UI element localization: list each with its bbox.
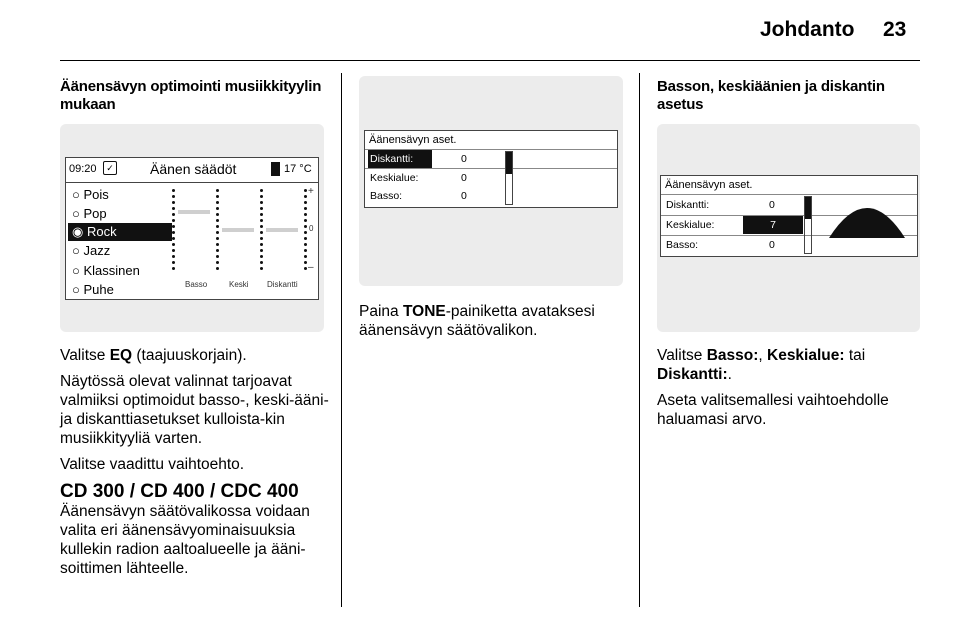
section-heading: Äänensävyn optimointi musiikkityylin mukaan xyxy=(60,78,322,113)
eq-option-pois[interactable]: ○ Pois xyxy=(72,187,109,202)
tone-row-diskantti[interactable]: Diskantti: xyxy=(368,150,432,168)
screen-title: Äänensävyn aset. xyxy=(369,134,457,146)
screen-title: Äänensävyn aset. xyxy=(665,179,753,191)
section-heading: Basson, keskiäänien ja diskantin asetus xyxy=(657,78,885,113)
tone-screen xyxy=(364,130,618,208)
scroll-thumb[interactable] xyxy=(805,197,811,219)
column-1 xyxy=(60,78,332,114)
tone-value-keskialue[interactable]: 7 xyxy=(743,216,803,234)
page-number: 23 xyxy=(883,18,907,41)
tone-curve-graphic xyxy=(817,198,917,238)
tone-row-basso[interactable]: Basso: xyxy=(370,190,403,202)
scroll-bar[interactable] xyxy=(804,196,812,254)
eq-option-pop[interactable]: ○ Pop xyxy=(72,206,107,221)
scroll-thumb[interactable] xyxy=(506,152,512,174)
tone-row-keskialue[interactable]: Keskialue: xyxy=(666,219,715,231)
checkmark-icon: ✓ xyxy=(103,161,117,175)
row-divider xyxy=(661,194,917,195)
eq-level-diskantti xyxy=(266,228,298,232)
scale-plus-label: + xyxy=(308,186,314,197)
eq-screen xyxy=(65,157,319,300)
section-subheading: CD 300 / CD 400 / CDC 400 xyxy=(60,481,299,502)
slider-label-diskantti: Diskantti xyxy=(267,280,298,289)
paragraph: Näytössä olevat valinnat tarjoavat valmiiksi optimoidut basso-, keski-ääni- ja diskanttiasetukset kulloista-kin musiikkityyliä varten. xyxy=(60,373,329,447)
eq-scale-column xyxy=(216,189,219,273)
paragraph: Aseta valitsemallesi vaihtoehdolle haluamasi arvo. xyxy=(657,392,889,428)
eq-option-jazz[interactable]: ○ Jazz xyxy=(72,243,111,258)
tone-value-keskialue: 0 xyxy=(461,172,467,184)
column-3-body xyxy=(657,346,919,436)
tone-row-keskialue[interactable]: Keskialue: xyxy=(370,172,419,184)
screen-title: Äänen säädöt xyxy=(150,161,237,177)
tone-screen xyxy=(660,175,918,257)
column-3 xyxy=(657,78,919,114)
slider-label-basso: Basso xyxy=(185,280,208,289)
scale-minus-label: – xyxy=(308,262,314,273)
eq-option-rock[interactable]: ◉ Rock xyxy=(68,223,172,241)
tone-value-diskantti: 0 xyxy=(461,153,467,165)
row-divider xyxy=(365,168,617,169)
screenshot-frame xyxy=(359,76,623,286)
eq-screen-topbar xyxy=(66,158,318,183)
temperature: 17 °C xyxy=(284,163,312,175)
eq-level-keski xyxy=(222,228,254,232)
eq-option-klassinen[interactable]: ○ Klassinen xyxy=(72,263,140,278)
column-divider xyxy=(341,73,342,607)
paragraph: Valitse vaadittu vaihtoehto. xyxy=(60,456,245,473)
thermometer-icon xyxy=(271,162,280,176)
column-divider xyxy=(639,73,640,607)
tone-row-basso[interactable]: Basso: xyxy=(666,239,699,251)
paragraph: Paina TONE-painiketta avataksesi äänensävyn säätövalikon. xyxy=(359,303,595,339)
screenshot-frame xyxy=(60,124,324,332)
running-header-title: Johdanto xyxy=(760,18,855,41)
eq-scale-column xyxy=(260,189,263,273)
tone-row-diskantti[interactable]: Diskantti: xyxy=(666,199,710,211)
paragraph: Äänensävyn säätövalikossa voidaan valita eri äänensävyominaisuuksia kullekin radion aaltoalueelle ja ääni-soittimen lähteelle. xyxy=(60,503,310,577)
paragraph: Valitse EQ (taajuuskorjain). xyxy=(60,347,247,364)
scroll-bar[interactable] xyxy=(505,151,513,205)
slider-label-keski: Keski xyxy=(229,280,249,289)
tone-value-diskantti: 0 xyxy=(769,199,775,211)
scale-zero-label: 0 xyxy=(309,224,314,233)
clock: 09:20 xyxy=(69,163,97,175)
column-2-body xyxy=(359,302,631,347)
tone-value-basso: 0 xyxy=(769,239,775,251)
eq-level-basso xyxy=(178,210,210,214)
screenshot-frame xyxy=(657,124,920,332)
eq-option-puhe[interactable]: ○ Puhe xyxy=(72,282,114,297)
header-rule xyxy=(60,60,920,61)
eq-scale-column xyxy=(172,189,175,273)
paragraph: Valitse Basso:, Keskialue: tai Diskantti:. xyxy=(657,347,866,383)
eq-scale-column xyxy=(304,189,307,273)
column-1-body xyxy=(60,346,332,585)
tone-value-basso: 0 xyxy=(461,190,467,202)
